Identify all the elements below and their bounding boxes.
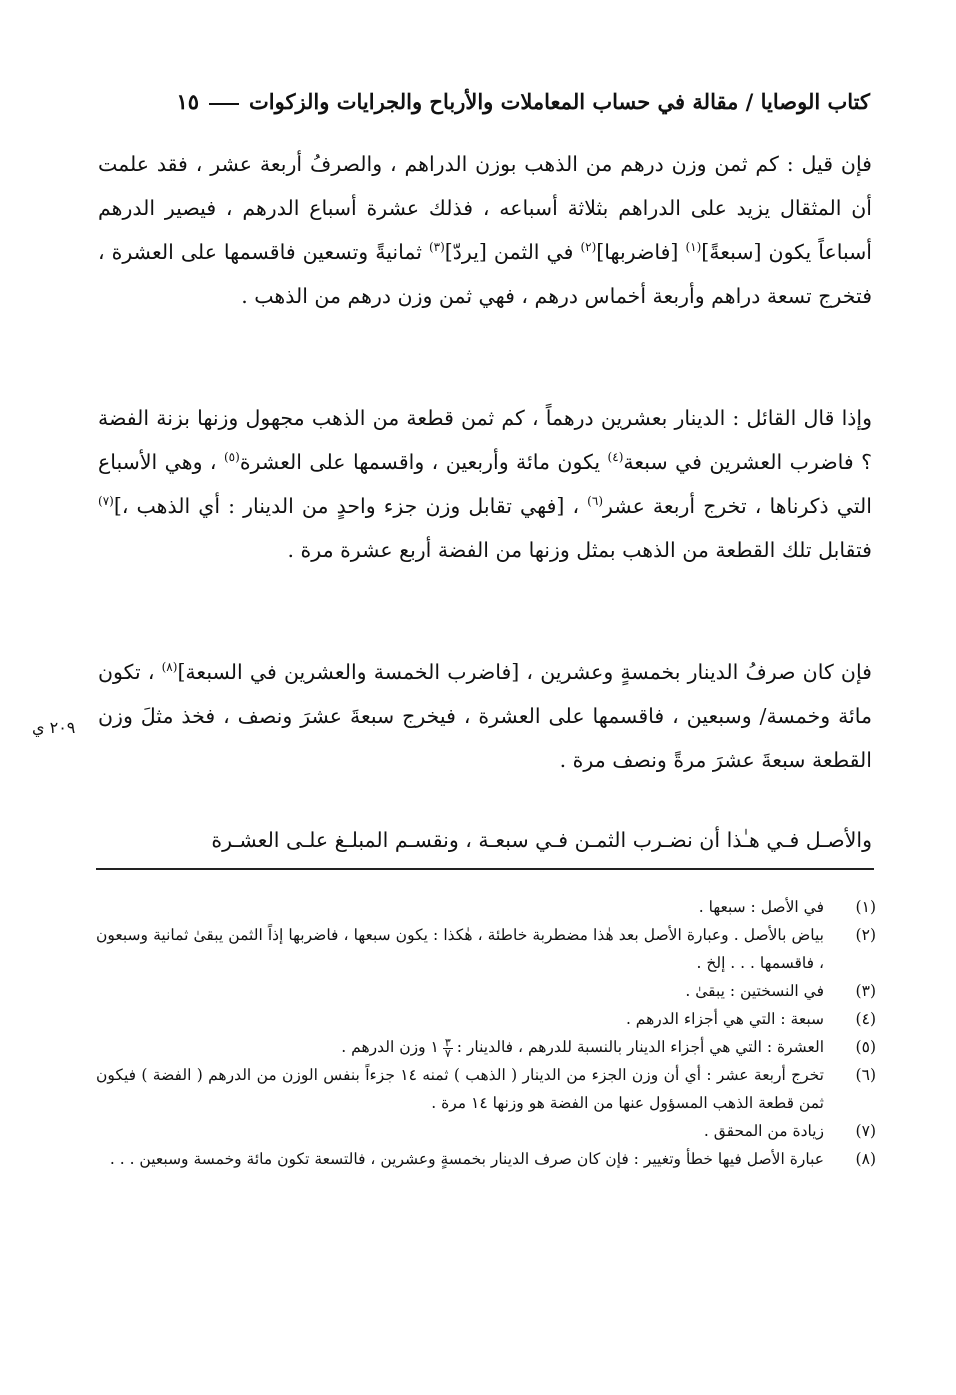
footnote-number: (٥) bbox=[855, 1038, 876, 1056]
footnote-text: في الأصل : سبعها . bbox=[698, 898, 824, 916]
paragraph-2-text-c: ، وهي الأسباع التي ذكرناها ، تخرج أربعة عشر bbox=[98, 450, 872, 518]
footnote-ref-2[interactable]: (٢) bbox=[580, 240, 597, 255]
footnote-number: (١) bbox=[855, 898, 876, 916]
footnote-text bbox=[96, 1033, 824, 1061]
footnote-text: بياض بالأصل . وعبارة الأصل بعد هٰذا مضطربة خاطئة ، هٰكذا : يكون سبعها ، فاضربها إذاً الثمن يبقىٰ ثمانية وسبعون ، فاقسمها . . . إلخ . bbox=[96, 926, 824, 972]
manuscript-folio-marker: ٢٠٩ ي bbox=[32, 718, 76, 737]
paragraph-2-text-a: وإذا قال القائل : الدينار بعشرين درهماً ، كم ثمن قطعة من الذهب مجهول وزنها بزنة الفضة ؟ فاضرب العشرين في سبعة bbox=[98, 406, 872, 474]
footnote-number: (٨) bbox=[855, 1150, 876, 1168]
running-header bbox=[110, 82, 870, 122]
footnote-1 bbox=[96, 893, 876, 921]
footnote-ref-6[interactable]: (٦) bbox=[587, 494, 603, 509]
footnotes bbox=[96, 893, 876, 1173]
footnote-5-text-after: ١ وزن الدرهم . bbox=[341, 1038, 439, 1056]
footnote-number: (٦) bbox=[855, 1066, 876, 1084]
header-separator bbox=[209, 103, 239, 105]
footnote-6 bbox=[96, 1061, 876, 1117]
paragraph-1-text-b: [فاضربها] bbox=[596, 240, 686, 264]
header-title: كتاب الوصايا / مقالة في حساب المعاملات والأرباح والجرايات والزكوات bbox=[249, 89, 870, 114]
footnote-number: (٣) bbox=[855, 982, 876, 1000]
footnote-4 bbox=[96, 1005, 876, 1033]
footnote-number: (٧) bbox=[855, 1122, 876, 1140]
footnote-number: (٤) bbox=[855, 1010, 876, 1028]
footnote-number: (٢) bbox=[855, 926, 876, 944]
footnote-text: زيادة من المحقق . bbox=[703, 1122, 824, 1140]
paragraph-2-text-d: ، [فهي تقابل وزن جزء واحدٍ من الدينار : أي الذهب ،] bbox=[113, 494, 588, 518]
paragraph-1-text-d: ثمانيةً وتسعين فاقسمها على العشرة ، فتخرج تسعة دراهم وأربعة أخماس درهم ، فهي ثمن وزن درهم من الذهب . bbox=[98, 240, 872, 308]
footnote-8 bbox=[96, 1145, 876, 1173]
paragraph-3-text-a: فإن كان صرفُ الدينار بخمسةٍ وعشرين ، [فاضرب الخمسة والعشرين في السبعة] bbox=[177, 660, 872, 684]
footnote-divider bbox=[96, 868, 874, 870]
footnote-ref-4[interactable]: (٤) bbox=[607, 450, 624, 465]
footnote-5-text-before: العشرة : التي هي أجزاء الدينار بالنسبة للدرهم ، فالدينار : bbox=[456, 1038, 824, 1056]
paragraph-4 bbox=[98, 818, 872, 862]
paragraph-1-text-c: في الثمن [يردّ] bbox=[444, 240, 581, 264]
fraction bbox=[443, 1035, 453, 1060]
footnote-ref-1[interactable]: (١) bbox=[685, 240, 702, 255]
footnote-2 bbox=[96, 921, 876, 977]
paragraph-1 bbox=[98, 142, 872, 318]
paragraph-2-text-b: يكون مائة وأربعين ، واقسمها على العشرة bbox=[239, 450, 608, 474]
footnote-3 bbox=[96, 977, 876, 1005]
footnote-text: تخرج أربعة عشر : أي أن وزن الجزء من الدينار ( الذهب ) ثمنه ١٤ جزءاً بنفس الوزن من الدرهم ( الفضة ) فيكون ثمن قطعة الذهب المسؤول عنها من الفضة هو وزنها ١٤ مرة . bbox=[96, 1066, 825, 1112]
fraction-numerator: ٣ bbox=[444, 1035, 451, 1049]
footnote-ref-8[interactable]: (٨) bbox=[161, 660, 178, 675]
footnote-ref-5[interactable]: (٥) bbox=[223, 450, 240, 465]
page-number: ١٥ bbox=[176, 89, 199, 114]
footnote-7 bbox=[96, 1117, 876, 1145]
footnote-ref-7[interactable]: (٧) bbox=[98, 494, 114, 509]
fraction-denominator: ٧ bbox=[444, 1046, 451, 1060]
paragraph-2-text-e: فتقابل تلك القطعة من الذهب بمثل وزنها من الفضة أربع عشرة مرة . bbox=[287, 538, 872, 562]
footnote-text: في النسختين : يبقىٰ . bbox=[685, 982, 824, 1000]
paragraph-3-text-b: ، تكون مائة وخمسة/ وسبعين ، فاقسمها على العشرة ، فيخرج سبعةَ عشرَ ونصف ، فخذ مثلَ وزن القطعة سبعةَ عشرَ مرةً ونصف مرة . bbox=[98, 660, 872, 772]
paragraph-4-text: والأصـل فـي هـٰذا أن نضـرب الثمـن فـي سبعـة ، ونقسـم المبلـغ علـى العشـرة bbox=[211, 828, 872, 852]
paragraph-3 bbox=[98, 650, 872, 782]
paragraph-1-text-a: فإن قيل : كم ثمن وزن درهم من الذهب بوزن الدراهم ، والصرفُ أربعة عشر ، فقد علمت أن المثقال يزيد على الدراهم بثلاثة أسباعه ، فذلك عشرة أسباع الدرهم ، فيصير الدرهم أسباعاً يكون [سبعةً] bbox=[98, 152, 873, 264]
footnote-ref-3[interactable]: (٣) bbox=[428, 240, 445, 255]
footnote-5 bbox=[96, 1033, 876, 1061]
paragraph-2 bbox=[98, 396, 872, 572]
footnote-text: عبارة الأصل فيها خطأ وتغيير : فإن كان صرف الدينار بخمسةٍ وعشرين ، فالتسعة تكون مائة وخمسة وسبعين . . . bbox=[109, 1150, 824, 1168]
footnote-text: سبعة : التي هي أجزاء الدرهم . bbox=[625, 1010, 824, 1028]
